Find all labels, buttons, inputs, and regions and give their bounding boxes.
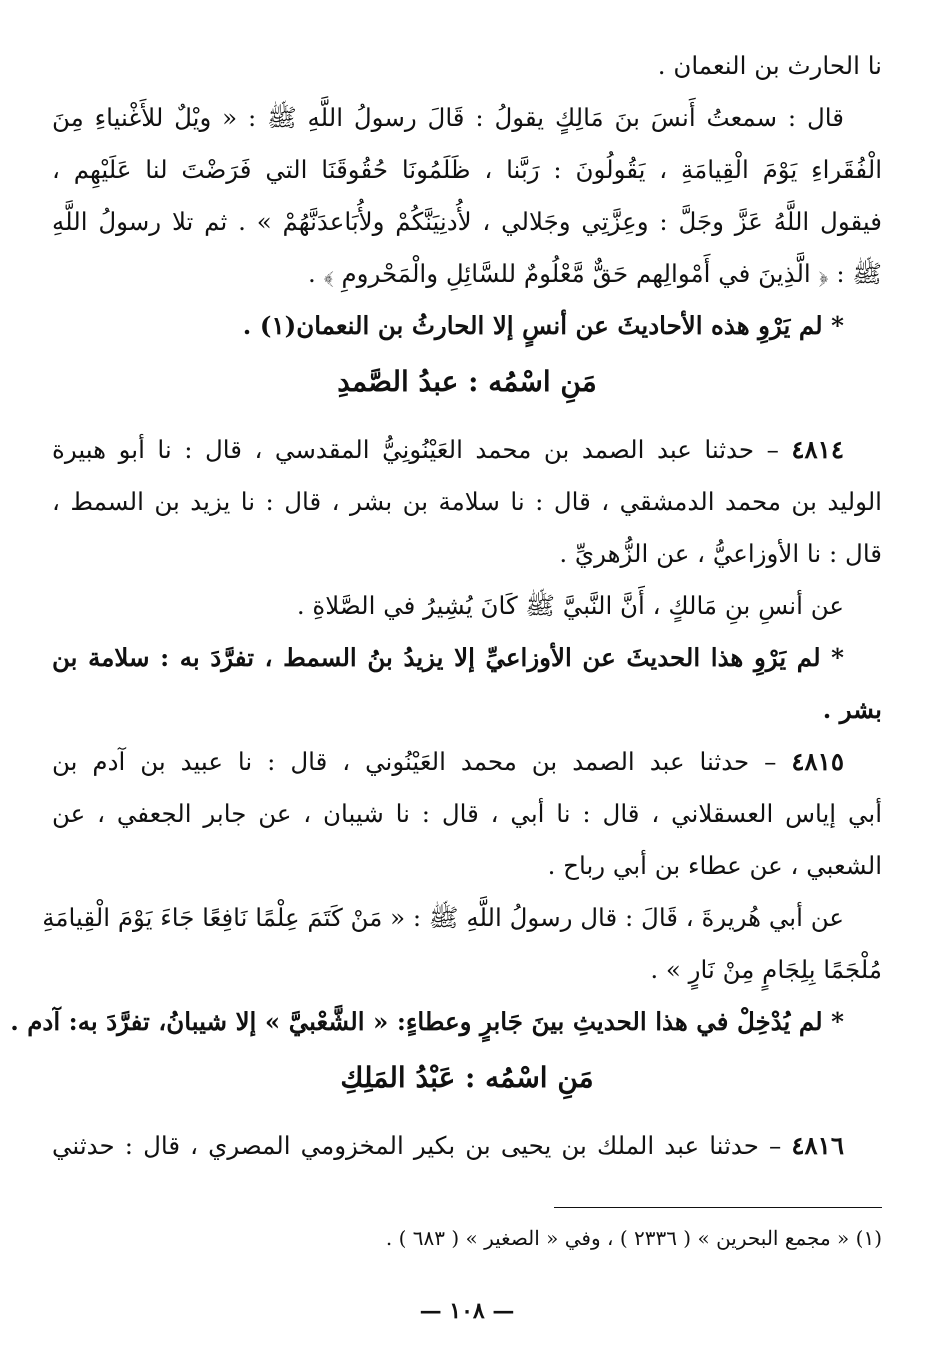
hadith-4814-line-2: الوليد بن محمد الدمشقي ، قال : نا سلامة بن بشر ، قال : نا يزيد بن السمط ، — [52, 487, 882, 516]
hadith-4816-line-1 — [52, 1120, 882, 1172]
hadith-4814-line-1-text: – حدثنا عبد الصمد بن محمد العَيْنُونِيُّ المقدسي ، قال : نا أبو هبيرة — [52, 435, 779, 464]
document-page — [10, 40, 882, 1340]
hadith-4816-line-1-text: – حدثنا عبد الملك بن يحيى بن بكير المخزومي المصري ، قال : حدثني — [52, 1131, 782, 1160]
hadith-4814-note-line-1: * لم يَرْوِ هذا الحديثَ عن الأوزاعيِّ إلا يزيدُ بنُ السمط ، تفرَّدَ به : سلامة بن — [52, 643, 844, 672]
page-number: — ١٠٨ — — [419, 1298, 515, 1324]
hadith-4815-line-5: مُلْجَمًا بِلِجَامٍ مِنْ نَارٍ » . — [650, 955, 882, 984]
hadith-4814-line-3: قال : نا الأوزاعيُّ ، عن الزُّهريِّ . — [559, 539, 882, 568]
text-line-6-note: * لم يَرْوِ هذه الأحاديثَ عن أنسٍ إلا الحارثُ بن النعمان(١) . — [242, 311, 844, 340]
hadith-number-4816: ٤٨١٦ — [791, 1131, 844, 1160]
hadith-4815-line-1 — [52, 736, 882, 788]
text-line-4: فيقول اللَّهُ عَزَّ وجَلَّ : وعِزَّتِي وجَلالي ، لأُدنِيَنَّكُمْ ولأُبَاعدَنَّهُمْ » . ثم تلا رسولُ اللَّهِ — [52, 207, 882, 236]
footnote-divider — [554, 1207, 882, 1208]
hadith-number-4815: ٤٨١٥ — [791, 747, 844, 776]
footnote: (١) « مجمع البحرين » ( ٢٣٣٦ ) ، وفي « الصغير » ( ٦٨٣ ) . — [385, 1226, 882, 1250]
hadith-4814-line-4: عن أنسِ بنِ مَالكٍ ، أَنَّ النَّبيَّ ﷺ كَانَ يُشِيرُ في الصَّلاةِ . — [296, 591, 844, 620]
section-heading-abd-al-samad: مَنِ اسْمُه : عبدُ الصَّمدِ — [337, 365, 597, 398]
section-heading-abd-al-malik: مَنِ اسْمُه : عَبْدُ المَلِكِ — [340, 1061, 594, 1094]
hadith-4815-line-1-text: – حدثنا عبد الصمد بن محمد العَيْنُوني ، قال : نا عبيد بن آدم بن — [52, 747, 777, 776]
hadith-4814-line-1 — [52, 424, 882, 476]
text-line-5: ﷺ : ﴿ الَّذِينَ في أَمْوالِهم حَقٌّ مَّعْلُومٌ للسَّائِلِ والْمَحْرومِ ﴾ . — [308, 259, 882, 288]
text-line-2: قال : سمعتُ أَنسَ بنَ مَالِكٍ يقولُ : قَالَ رسولُ اللَّهِ ﷺ : « ويْلٌ للأَغْنياءِ مِنَ — [52, 103, 844, 132]
hadith-4815-line-4: عن أبي هُريرةَ ، قَالَ : قال رسولُ اللَّهِ ﷺ : « مَنْ كَتَمَ عِلْمًا نَافِعًا جَاءَ يَوْمَ الْقِيامَةِ — [42, 903, 844, 932]
hadith-4815-note: * لم يُدْخِلْ في هذا الحديثِ بينَ جَابرٍ وعطاءٍ: « الشَّعْبيَّ » إلا شيبانُ، تفرَّدَ به: آدم . — [10, 1007, 844, 1036]
hadith-4814-note-line-2: بشر . — [822, 695, 882, 724]
hadith-4815-line-3: الشعبي ، عن عطاء بن أبي رباح . — [547, 851, 882, 880]
hadith-number-4814: ٤٨١٤ — [791, 435, 844, 464]
text-line-3: الْفُقَراءِ يَوْمَ الْقِيامَةِ ، يَقُولُونَ : رَبَّنا ، ظَلَمُونَا حُقُوقَنَا التي فَرَضْتَ لنا عَلَيْهِم ، — [52, 155, 882, 184]
hadith-4815-line-2: أبي إياس العسقلاني ، قال : نا أبي ، قال : نا شيبان ، عن جابر الجعفي ، عن — [52, 799, 882, 828]
text-line-1: نا الحارث بن النعمان . — [657, 51, 882, 80]
